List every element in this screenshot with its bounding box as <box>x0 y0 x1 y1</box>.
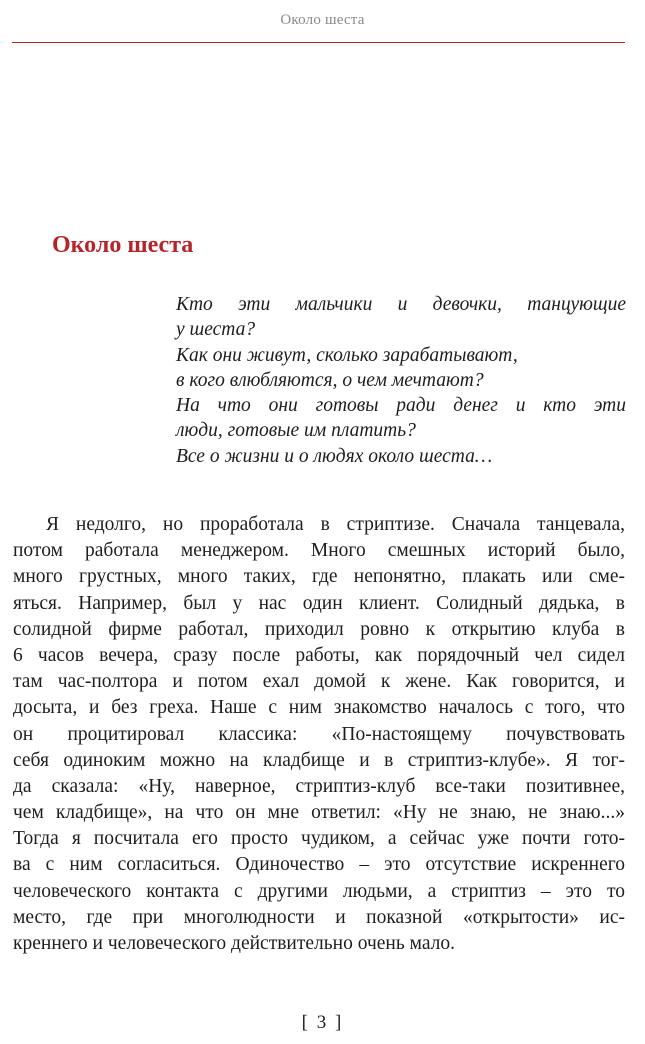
body-line: много грустных, много таких, где непонятно, плакать или сме- <box>13 566 625 588</box>
body-line: место, где при многолюдности и показной «открытости» ис- <box>13 906 625 928</box>
body-line: чем кладбище», на что он мне ответил: «Ну не знаю, не знаю...» <box>13 802 625 824</box>
body-line: потом работала менеджером. Много смешных историй было, <box>13 540 625 562</box>
body-line: Я недолго, но проработала в стриптизе. Сначала танцевала, <box>46 514 625 535</box>
epigraph-line: в кого влюбляются, о чем мечтают? <box>176 369 484 391</box>
epigraph-line: Кто эти мальчики и девочки, танцующие <box>176 294 626 315</box>
epigraph-line: у шеста? <box>176 319 256 341</box>
epigraph-line: Все о жизни и о людях около шеста… <box>176 445 493 467</box>
body-paragraph <box>13 512 625 957</box>
body-line: досыта, и без греха. Наше с ним знакомство началось с того, что <box>13 697 625 719</box>
body-line: он процитировал классика: «По-настоящему почувствовать <box>13 723 625 745</box>
body-line: человеческого контакта с другими людьми, а стриптиз – это то <box>13 880 625 902</box>
body-line: ва с ним согласиться. Одиночество – это отсутствие искреннего <box>13 854 625 876</box>
body-line: Тогда я посчитала его просто чудиком, а сейчас уже почти гото- <box>13 828 625 850</box>
chapter-title: Около шеста <box>52 232 194 258</box>
epigraph <box>176 292 626 469</box>
body-line: яться. Например, был у нас один клиент. Солидный дядька, в <box>13 592 625 614</box>
running-head: Около шеста <box>280 12 365 28</box>
body-line: креннего и человеческого действительно очень мало. <box>13 933 456 954</box>
header-divider <box>12 42 625 43</box>
body-line: да сказала: «Ну, наверное, стриптиз-клуб все-таки позитивнее, <box>13 775 625 797</box>
body-line: там час-полтора и потом ехал домой к жене. Как говорится, и <box>13 671 625 693</box>
body-line: 6 часов вечера, сразу после работы, как порядочный чел сидел <box>13 644 625 666</box>
epigraph-line: Как они живут, сколько зарабатывают, <box>176 344 518 366</box>
epigraph-line: На что они готовы ради денег и кто эти <box>176 395 626 417</box>
body-line: солидной фирме работал, приходил ровно к открытию клуба в <box>13 618 625 640</box>
page-number: [ 3 ] <box>301 1012 344 1033</box>
epigraph-line: люди, готовые им платить? <box>176 420 416 442</box>
body-line: себя одиноким можно на кладбище и в стриптиз-клубе». Я тог- <box>13 749 625 771</box>
